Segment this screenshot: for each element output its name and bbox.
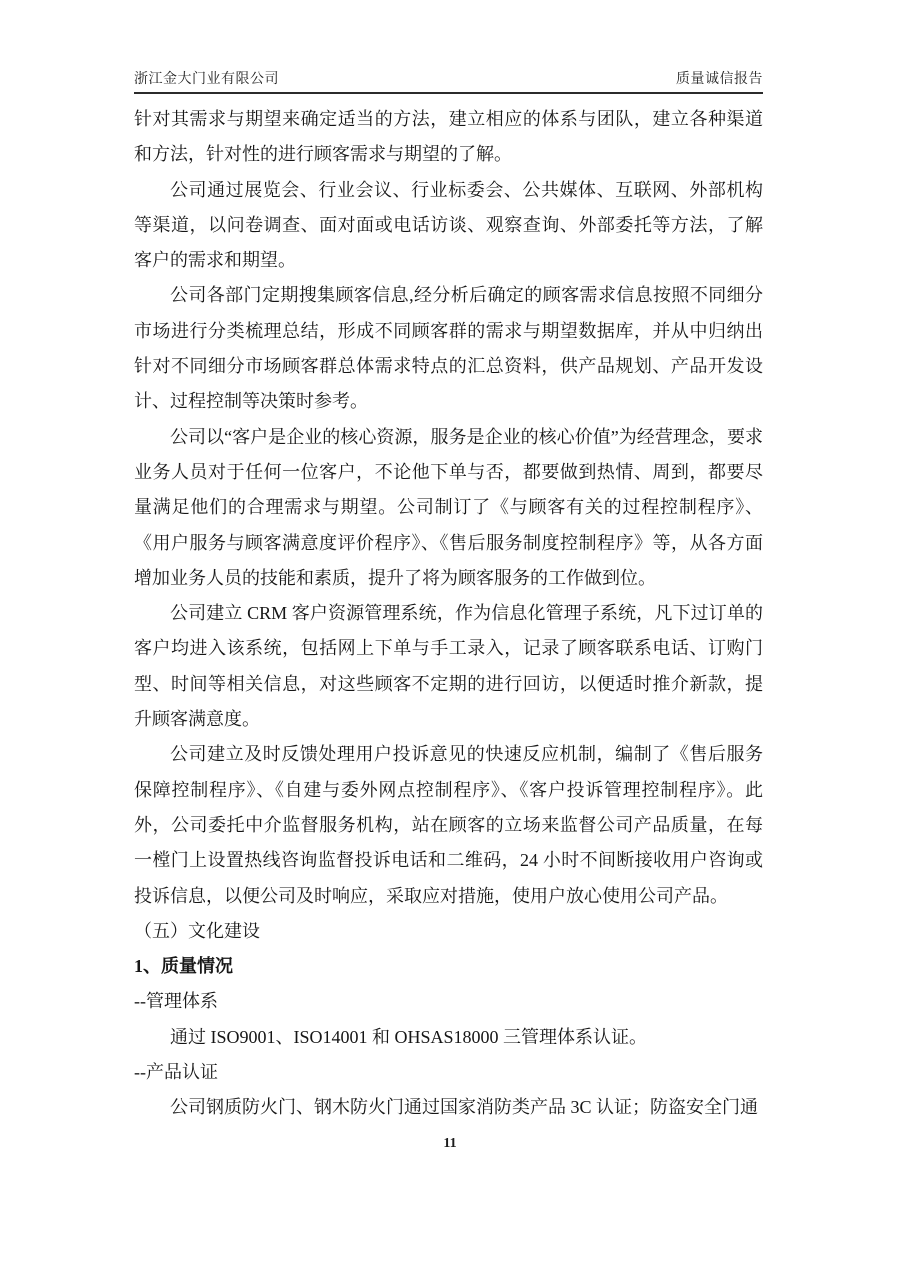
document-body [134,102,763,1126]
paragraph: 公司建立及时反馈处理用户投诉意见的快速反应机制，编制了《售后服务保障控制程序》、《自建与委外网点控制程序》、《客户投诉管理控制程序》。此外，公司委托中介监督服务机构，站在顾客的立场来监督公司产品质量，在每一樘门上设置热线咨询监督投诉电话和二维码，24 小时不间断接收用户咨询或投诉信息，以便公司及时响应，采取应对措施，使用户放心使用公司产品。 [134,744,763,906]
page-number: 11 [443,1136,457,1151]
section-heading: （五）文化建设 [134,920,260,941]
header-report-title: 质量诚信报告 [676,72,763,87]
list-label-product-certification: --产品认证 [134,1062,218,1083]
paragraph: 公司各部门定期搜集顾客信息,经分析后确定的顾客需求信息按照不同细分市场进行分类梳理总结，形成不同顾客群的需求与期望数据库，并从中归纳出针对不同细分市场顾客群总体需求特点的汇总资料，供产品规划、产品开发设计、过程控制等决策时参考。 [134,285,763,412]
paragraph: 公司以“客户是企业的核心资源，服务是企业的核心价值”为经营理念，要求业务人员对于任何一位客户，不论他下单与否，都要做到热情、周到，都要尽量满足他们的合理需求与期望。公司制订了《与顾客有关的过程控制程序》、《用户服务与顾客满意度评价程序》、《售后服务制度控制程序》等，从各方面增加业务人员的技能和素质，提升了将为顾客服务的工作做到位。 [134,426,763,588]
paragraph: 公司建立 CRM 客户资源管理系统，作为信息化管理子系统，凡下过订单的客户均进入该系统，包括网上下单与手工录入，记录了顾客联系电话、订购门型、时间等相关信息，对这些顾客不定期的进行回访，以便适时推介新款，提升顾客满意度。 [134,603,763,730]
paragraph: 通过 ISO9001、ISO14001 和 OHSAS18000 三管理体系认证。 [170,1026,648,1047]
subsection-heading: 1、质量情况 [134,956,233,977]
header-company-name: 浙江金大门业有限公司 [134,72,279,87]
list-label-management-system: --管理体系 [134,991,218,1012]
page-header [134,68,763,94]
paragraph: 公司通过展览会、行业会议、行业标委会、公共媒体、互联网、外部机构等渠道，以问卷调查、面对面或电话访谈、观察查询、外部委托等方法，了解客户的需求和期望。 [134,179,763,271]
paragraph: 公司钢质防火门、钢木防火门通过国家消防类产品 3C 认证；防盗安全门通 [170,1097,759,1118]
paragraph-continuation: 针对其需求与期望来确定适当的方法，建立相应的体系与团队，建立各种渠道和方法，针对性的进行顾客需求与期望的了解。 [134,109,763,165]
